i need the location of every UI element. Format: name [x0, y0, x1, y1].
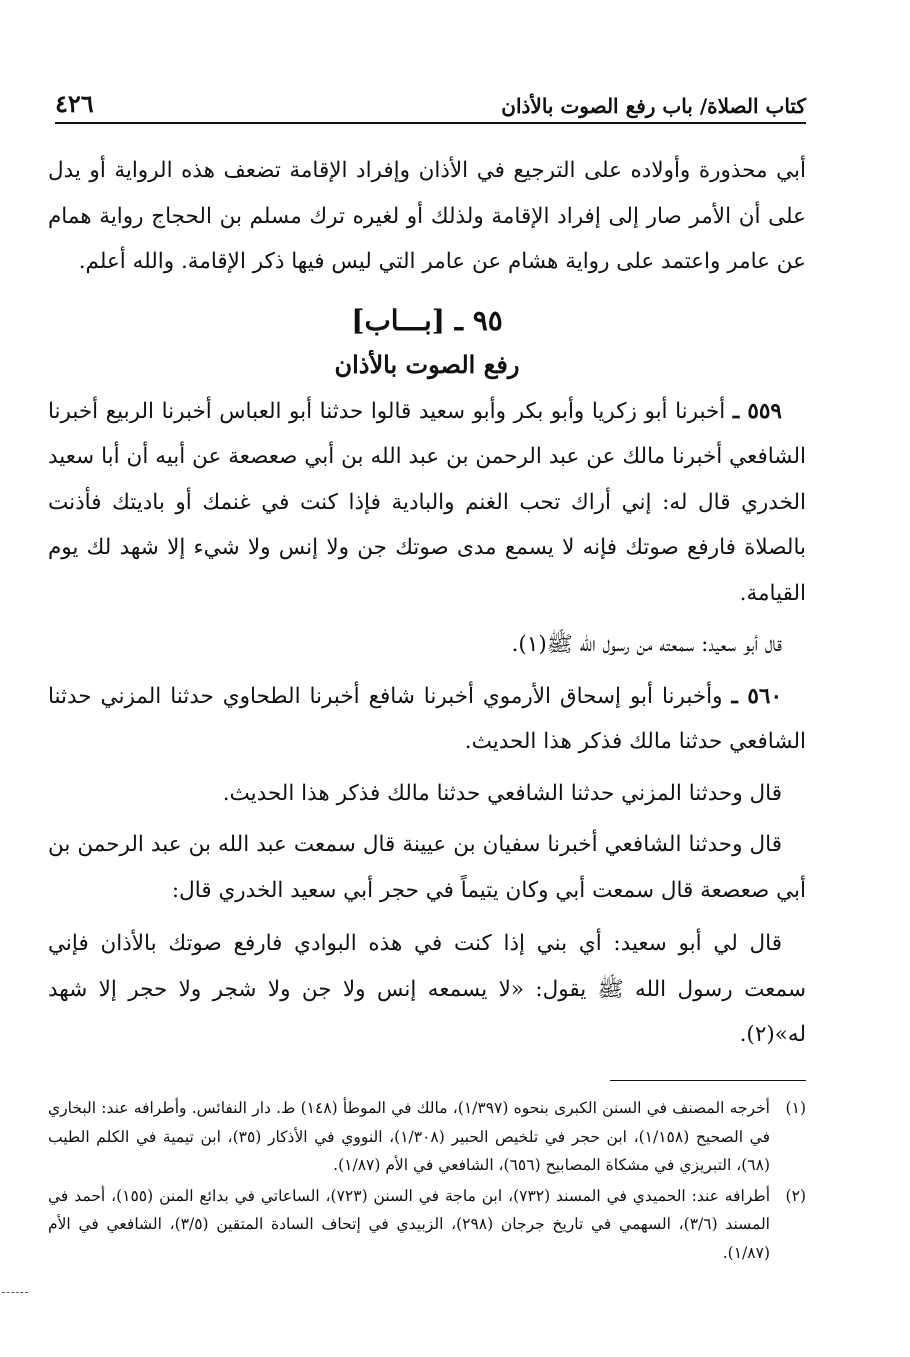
- paragraph-muzani: قال وحدثنا المزني حدثنا الشافعي حدثنا مالك فذكر هذا الحديث.: [222, 780, 782, 806]
- paragraph-sufyan: قال وحدثنا الشافعي أخبرنا سفيان بن عيينة قال سمعت عبد الله بن عبد الرحمن بن أبي صعصعة قال سمعت أبي وكان يتيماً في حجر أبي سعيد الخدري قال:: [48, 832, 806, 903]
- footnote-divider: [610, 1080, 806, 1081]
- hadith-text: أخبرنا أبو زكريا وأبو بكر وأبو سعيد قالوا حدثنا أبو العباس أخبرنا الربيع أخبرنا الشافعي أخبرنا مالك عن عبد الرحمن بن عبد الله بن أبي صعصعة عن أبيه أن أبا سعيد الخدري قال له: إني أراك تحب الغنم والبادية فإذا كنت في غنمك أو باديتك فأذنت بالصلاة فارفع صوتك فإنه لا يسمع مدى صوتك جن ولا إنس ولا شيء إلا شهد لك يوم القيامة.: [48, 398, 806, 606]
- hadith-number: ٥٥٩ ـ: [732, 398, 782, 424]
- intro-paragraph: أبي محذورة وأولاده على الترجيع في الأذان وإفراد الإقامة تضعف هذه الرواية أو يدل على أن الأمر صار إلى إفراد الإقامة ولذلك أو لغيره ترك مسلم بن الحجاج رواية همام عن عامر واعتمد على رواية هشام عن عامر التي ليس فيها ذكر الإقامة. والله أعلم.: [48, 158, 806, 274]
- chapter-heading: [48, 297, 806, 385]
- chapter-number: ٩٥ ـ [بـــاب]: [351, 303, 503, 337]
- hadith-560: [48, 674, 806, 765]
- main-text: [48, 148, 806, 1058]
- chapter-title: رفع الصوت بالأذان: [334, 349, 520, 379]
- hadith-text: وأخبرنا أبو إسحاق الأرموي أخبرنا شافع أخبرنا الطحاوي حدثنا المزني حدثنا الشافعي حدثنا مالك فذكر هذا الحديث.: [48, 683, 806, 754]
- hadith-559: [48, 389, 806, 617]
- running-header: [55, 78, 806, 124]
- hadith-number: ٥٦٠ ـ: [731, 683, 782, 709]
- margin-mark: [2, 1292, 28, 1293]
- footnote-text: أطرافه عند: الحميدي في المسند (٧٣٢)، ابن ماجة في السنن (٧٢٣)، الساعاتي في بدائع المنن (١٥٥)، أحمد في المسند (٣/٦)، السهمي في تاريخ جرجان (٢٩٨)، الزبيدي في إتحاف السادة المتقين (٣/٥)، الشافعي في الأم (١/٨٧).: [48, 1186, 771, 1262]
- page-number: ٤٢٦: [55, 89, 94, 118]
- footnote-1: [48, 1094, 806, 1180]
- footnote-2: [48, 1182, 806, 1268]
- running-title: كتاب الصلاة/ باب رفع الصوت بالأذان: [501, 94, 806, 118]
- footnote-number: (٢): [785, 1186, 806, 1205]
- paragraph-final: قال لي أبو سعيد: أي بني إذا كنت في هذه البوادي فارفع صوتك بالأذان فإني سمعت رسول الله ﷺ يقول: «لا يسمعه إنس ولا جن ولا شجر ولا حجر إلا شهد له»(٢).: [48, 931, 806, 1047]
- footnotes: [48, 1094, 806, 1267]
- footnote-text: أخرجه المصنف في السنن الكبرى بنحوه (١/٣٩٧)، مالك في الموطأ (١٤٨) ط. دار النفائس. وأطرافه عند: البخاري في الصحيح (١/١٥٨)، ابن حجر في تلخيص الحبير (١/٣٠٨)، النووي في الأذكار (٣٥)، ابن تيمية في الكلم الطيب (٦٨)، التبريزي في مشكاة المصابيح (٦٥٦)، الشافعي في الأم (١/٨٧).: [48, 1099, 771, 1174]
- footnote-number: (١): [785, 1099, 806, 1117]
- paragraph-abu-saeed: قال أبو سعيد: سمعته من رسول الله ﷺ(١).: [511, 632, 782, 657]
